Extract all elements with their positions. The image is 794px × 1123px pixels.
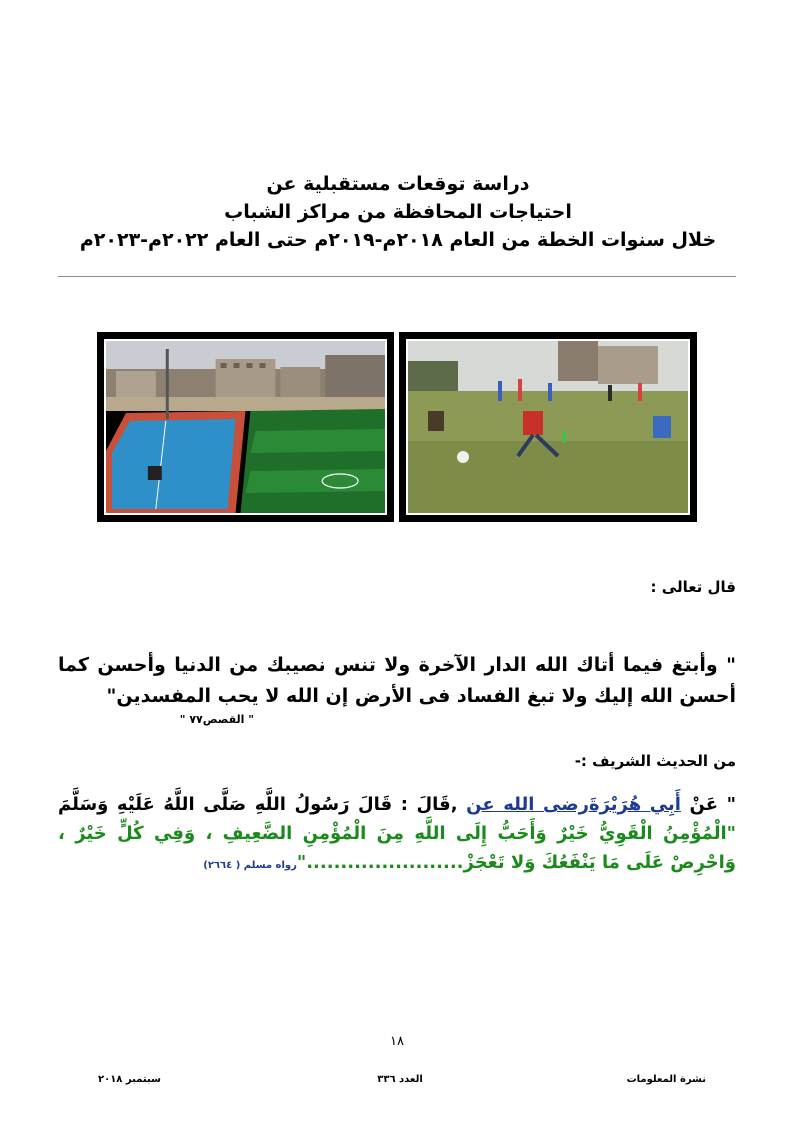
narrator-link[interactable]: أَبِي هُرَيْرَةَرضى الله عن: [466, 794, 681, 815]
football-photo-image: [408, 341, 688, 513]
hadith-heading: من الحديث الشريف :-: [574, 752, 736, 770]
hadith-body: "الْمُؤْمِنُ الْقَوِيُّ خَيْرٌ وَأَحَبُّ إِلَى اللَّهِ مِنَ الْمُؤْمِنِ الضَّعِيفِ ، وَفِي كُلٍّ خَيْرٌ ، وَاحْرِصْ عَلَى مَا يَنْفَعُكَ وَلا تَعْجَزْ.......................": [58, 823, 736, 873]
football-photo: [399, 332, 697, 522]
facility-photo: [97, 332, 394, 522]
title-line-3: خلال سنوات الخطة من العام ٢٠١٨م-٢٠١٩م حتى العام ٢٠٢٢م-٢٠٢٣م: [79, 229, 717, 251]
facility-photo-image: [106, 341, 385, 513]
footer-issue: العدد ٣٣٦: [377, 1074, 423, 1085]
hadith-opening: " عَنْ: [689, 794, 736, 815]
footer-publication: نشرة المعلومات: [626, 1074, 706, 1085]
title-line-2: احتياجات المحافظة من مراكز الشباب: [224, 201, 572, 223]
document-title: [60, 170, 736, 254]
hadith-source: رواه مسلم ( ٢٦٦٤): [203, 860, 297, 871]
quran-heading: قال تعالى :: [650, 578, 736, 596]
page-number: ١٨: [390, 1034, 404, 1049]
hadith-attribution: ,قَالَ : قَالَ رَسُولُ اللَّهِ صَلَّى اللَّهُ عَلَيْهِ وَسَلَّمَ: [58, 794, 458, 815]
quran-verse: " وأبتغ فيما أتاك الله الدار الآخرة ولا تنس نصيبك من الدنيا وأحسن كما أحسن الله إليك ولا تبغ الفساد فى الأرض إن الله لا يحب المفسدين": [58, 654, 736, 707]
title-line-1: دراسة توقعات مستقبلية عن: [266, 173, 530, 195]
footer-date: سبتمبر ٢٠١٨: [98, 1074, 161, 1085]
verse-reference: " القصص٧٧ ": [179, 713, 254, 726]
title-divider: [58, 276, 736, 277]
hadith-text: [58, 790, 736, 880]
